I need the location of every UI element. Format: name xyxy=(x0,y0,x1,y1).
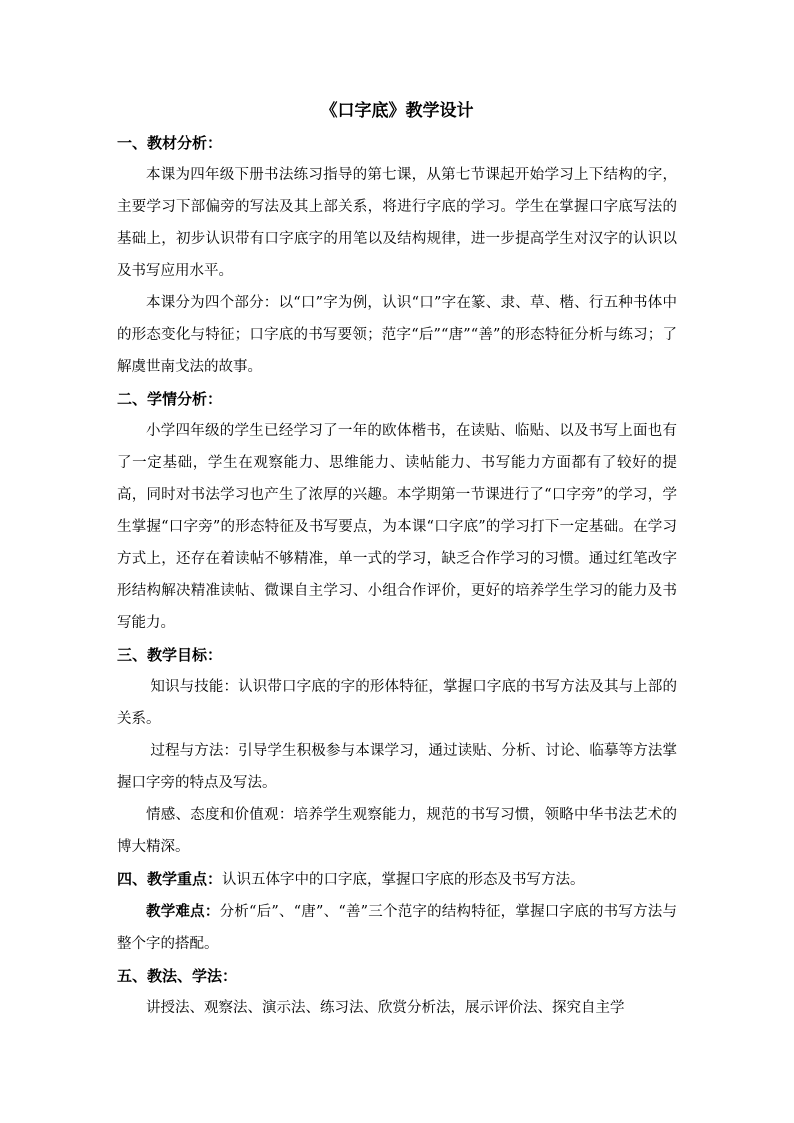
paragraph: 本课分为四个部分：以“口”字为例，认识“口”字在篆、隶、草、楷、行五种书体中的形态变化与特征；口字底的书写要领；范字“后”“唐”“善”的形态特征分析与练习；了解虞世南戈法的故事。 xyxy=(117,295,677,375)
paragraph: 知识与技能：认识带口字底的字的形体特征，掌握口字底的书写方法及其与上部的关系。 xyxy=(117,679,677,727)
section-teaching-methods xyxy=(117,960,677,1024)
section-heading: 一、教材分析： xyxy=(117,134,223,152)
document-page xyxy=(117,95,677,1024)
paragraph: 讲授法、观察法、演示法、练习法、欣赏分析法，展示评价法、探究自主学 xyxy=(146,1000,625,1016)
section-heading: 五、教法、学法： xyxy=(117,967,238,985)
paragraph: 情感、态度和价值观：培养学生观察能力，规范的书写习惯，领略中华书法艺术的博大精深。 xyxy=(117,807,677,855)
difficulty-label: 教学难点： xyxy=(146,903,220,920)
section-heading: 二、学情分析： xyxy=(117,390,223,408)
section-teaching-objectives xyxy=(117,639,677,863)
section-textbook-analysis xyxy=(117,127,677,383)
document-title: 《口字底》教学设计 xyxy=(320,101,474,121)
paragraph xyxy=(117,896,677,960)
section-heading: 三、教学目标： xyxy=(117,646,223,664)
section-student-analysis xyxy=(117,383,677,639)
section-heading xyxy=(117,863,677,896)
paragraph: 小学四年级的学生已经学习了一年的欧体楷书，在读贴、临贴、以及书写上面也有了一定基础，学生在观察能力、思维能力、读帖能力、书写能力方面都有了较好的提高，同时对书法学习也产生了浓厚的兴趣。本学期第一节课进行了“口字旁”的学习，学生掌握“口字旁”的形态特征及书写要点，为本课“口字底”的学习打下一定基础。在学习方式上，还存在着读帖不够精准，单一式的学习，缺乏合作学习的习惯。通过红笔改字形结构解决精准读帖、微课自主学习、小组合作评价，更好的培养学生学习的能力及书写能力。 xyxy=(117,423,677,631)
paragraph: 本课为四年级下册书法练习指导的第七课，从第七节课起开始学习上下结构的字，主要学习下部偏旁的写法及其上部关系，将进行字底的学习。学生在掌握口字底写法的基础上，初步认识带有口字底字的用笔以及结构规律，进一步提高学生对汉字的认识以及书写应用水平。 xyxy=(117,167,677,279)
section-heading-label: 四、教学重点： xyxy=(117,870,223,888)
paragraph: 过程与方法：引导学生积极参与本课学习，通过读贴、分析、讨论、临摹等方法掌握口字旁的特点及写法。 xyxy=(117,743,677,791)
section-teaching-key-points xyxy=(117,863,677,960)
key-points-text: 认识五体字中的口字底，掌握口字底的形态及书写方法。 xyxy=(222,872,585,888)
difficulty-text: 分析“后”、“唐”、“善”三个范字的结构特征，掌握口字底的书写方法与整个字的搭配。 xyxy=(117,904,677,952)
